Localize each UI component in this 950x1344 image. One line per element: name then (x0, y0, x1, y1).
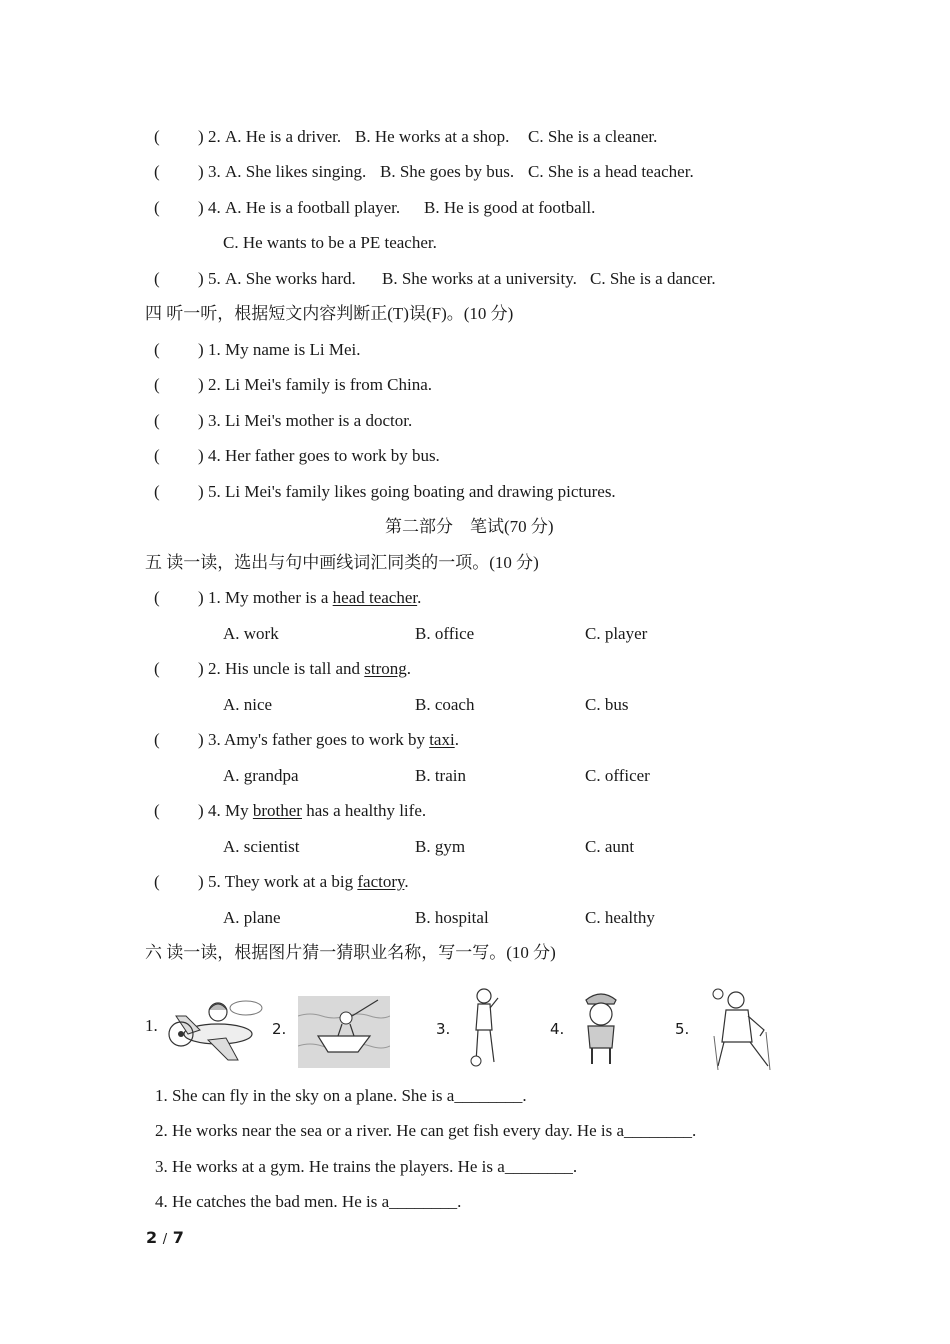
option-b: B. She works at a university. (382, 269, 577, 288)
question-text (208, 868, 409, 896)
answer-paren-close: ) (198, 198, 204, 217)
section-4-title (0, 300, 950, 328)
answer-paren-close: ) (198, 659, 204, 678)
option-a: A. nice (223, 695, 273, 714)
underlined-word: brother (252, 801, 302, 820)
vocab-item-3 (0, 726, 950, 754)
question-text (208, 655, 411, 683)
statement: 2. Li Mei's family is from China. (208, 375, 433, 394)
sentence-text: 3. He works at a gym. He trains the players. He is a________. (155, 1157, 578, 1176)
answer-paren-open: ( (154, 482, 160, 501)
tf-item-4 (0, 442, 950, 470)
question-pre: 3. Amy's father goes to work by (208, 730, 430, 749)
answer-paren-open: ( (154, 588, 160, 607)
vocab-item-2 (0, 655, 950, 683)
fisherman-boat-illustration (298, 996, 390, 1068)
answer-paren-open: ( (154, 269, 160, 288)
sentence-text: 1. She can fly in the sky on a plane. She is a________. (155, 1086, 527, 1105)
coach-illustration (464, 986, 506, 1068)
question-post: has a healthy life. (301, 801, 427, 820)
businessman-illustration (708, 986, 776, 1072)
section-heading: 五 读一读，选出与句中画线词汇同类的一项。(10 分) (145, 553, 539, 572)
question-pre: 2. His uncle is tall and (208, 659, 365, 678)
option-b: B. coach (415, 695, 475, 714)
answer-paren-close: ) (198, 269, 204, 288)
job-sentence-4 (0, 1188, 950, 1216)
question-post: . (417, 588, 422, 607)
option-a: A. scientist (223, 837, 300, 856)
answer-paren-open: ( (154, 659, 160, 678)
part-2-title-row (0, 513, 950, 541)
part3-item-2 (0, 123, 950, 151)
option-a: A. She likes singing. (225, 162, 367, 181)
vocab-item-3-options (0, 762, 950, 790)
option-c: C. She is a dancer. (590, 269, 716, 288)
answer-paren-close: ) (198, 588, 204, 607)
underlined-word: strong (364, 659, 407, 678)
option-b: B. hospital (415, 908, 489, 927)
answer-paren-open: ( (154, 127, 160, 146)
tf-item-5 (0, 478, 950, 506)
answer-paren-open: ( (154, 162, 160, 181)
answer-paren-open: ( (154, 446, 160, 465)
underlined-word: taxi (429, 730, 455, 749)
answer-paren-close: ) (198, 162, 204, 181)
option-a: A. He is a driver. (225, 127, 342, 146)
total-pages: 7 (172, 1228, 184, 1247)
option-b: B. He works at a shop. (355, 127, 510, 146)
answer-paren-close: ) (198, 340, 204, 359)
part3-item-5 (0, 265, 950, 293)
item-number: 5. (208, 269, 221, 288)
job-sentence-2 (0, 1117, 950, 1145)
option-b: B. He is good at football. (424, 198, 596, 217)
job-sentence-3 (0, 1153, 950, 1181)
answer-paren-close: ) (198, 730, 204, 749)
picture-label-4: 4. (550, 1020, 565, 1038)
vocab-item-5-options (0, 904, 950, 932)
statement: 4. Her father goes to work by bus. (208, 446, 440, 465)
question-pre: 1. My mother is a (208, 588, 333, 607)
answer-paren-close: ) (198, 446, 204, 465)
vocab-item-1 (0, 584, 950, 612)
answer-paren-open: ( (154, 872, 160, 891)
option-a: A. plane (223, 908, 281, 927)
vocab-item-2-options (0, 691, 950, 719)
police-officer-illustration (578, 986, 624, 1068)
option-a: A. She works hard. (225, 269, 356, 288)
tf-item-2 (0, 371, 950, 399)
part3-item-3 (0, 158, 950, 186)
tf-item-3 (0, 407, 950, 435)
section-heading: 四 听一听，根据短文内容判断正(T)误(F)。(10 分) (145, 304, 514, 323)
option-c: C. player (585, 624, 648, 643)
option-c: C. officer (585, 766, 650, 785)
question-post: . (404, 872, 409, 891)
option-a: A. grandpa (223, 766, 299, 785)
section-5-title (0, 549, 950, 577)
answer-paren-close: ) (198, 411, 204, 430)
answer-paren-open: ( (154, 375, 160, 394)
option-c: C. She is a cleaner. (528, 127, 658, 146)
answer-paren-close: ) (198, 872, 204, 891)
statement: 3. Li Mei's mother is a doctor. (208, 411, 413, 430)
statement: 5. Li Mei's family likes going boating and drawing pictures. (208, 482, 616, 501)
answer-paren-open: ( (154, 730, 160, 749)
part3-item-4 (0, 194, 950, 222)
option-a: A. work (223, 624, 279, 643)
option-c: C. aunt (585, 837, 635, 856)
option-b: B. train (415, 766, 466, 785)
question-post: . (406, 659, 412, 678)
vocab-item-5 (0, 868, 950, 896)
picture-label-2: 2. (272, 1020, 287, 1038)
question-pre: 4. My (208, 801, 253, 820)
current-page: 2 (146, 1228, 158, 1247)
option-b: B. gym (415, 837, 466, 856)
part-2-title: 第二部分 笔试(70 分) (385, 517, 554, 536)
question-text (208, 726, 459, 754)
item-number: 2. (208, 127, 221, 146)
vocab-item-4-options (0, 833, 950, 861)
answer-paren-close: ) (198, 801, 204, 820)
underlined-word: head teacher (332, 588, 418, 607)
sentence-text: 2. He works near the sea or a river. He can get fish every day. He is a________. (155, 1121, 697, 1140)
option-c: C. She is a head teacher. (528, 162, 694, 181)
statement: 1. My name is Li Mei. (208, 340, 361, 359)
answer-paren-open: ( (154, 198, 160, 217)
option-b: B. She goes by bus. (380, 162, 515, 181)
underlined-word: factory (357, 872, 405, 891)
page-number (146, 1228, 184, 1247)
question-text (208, 584, 421, 612)
tf-item-1 (0, 336, 950, 364)
option-c: C. He wants to be a PE teacher. (223, 233, 437, 252)
answer-paren-open: ( (154, 411, 160, 430)
question-text (208, 797, 426, 825)
vocab-item-4 (0, 797, 950, 825)
option-c: C. healthy (585, 908, 655, 927)
answer-paren-close: ) (198, 375, 204, 394)
picture-label-5: 5. (675, 1020, 690, 1038)
sentence-text: 4. He catches the bad men. He is a________. (155, 1192, 462, 1211)
answer-paren-open: ( (154, 340, 160, 359)
job-sentence-1 (0, 1082, 950, 1110)
vocab-item-1-options (0, 620, 950, 648)
option-c: C. bus (585, 695, 629, 714)
picture-label-3: 3. (436, 1020, 451, 1038)
item-number: 4. (208, 198, 221, 217)
question-pre: 5. They work at a big (208, 872, 358, 891)
section-6-title (0, 939, 950, 967)
answer-paren-close: ) (198, 482, 204, 501)
option-a: A. He is a football player. (225, 198, 401, 217)
pilot-plane-illustration (168, 994, 266, 1066)
answer-paren-open: ( (154, 801, 160, 820)
item-number: 3. (208, 162, 221, 181)
picture-label-1: 1. (145, 1016, 158, 1035)
part3-item-4-option-c (0, 229, 950, 257)
question-post: . (454, 730, 459, 749)
option-b: B. office (415, 624, 475, 643)
section-heading: 六 读一读，根据图片猜一猜职业名称，写一写。(10 分) (145, 943, 556, 962)
answer-paren-close: ) (198, 127, 204, 146)
page-separator: / (162, 1232, 168, 1247)
